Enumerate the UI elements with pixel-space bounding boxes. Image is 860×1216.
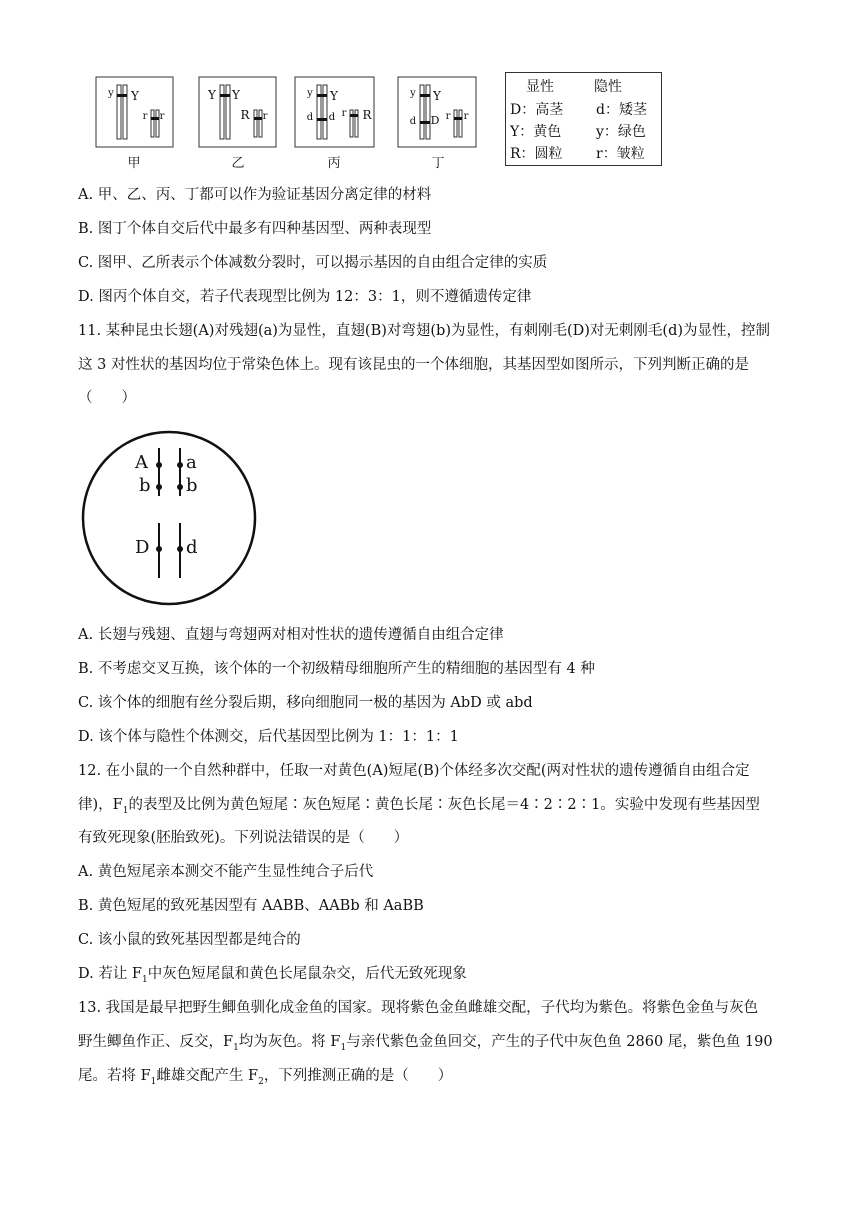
gene-label: r (159, 111, 165, 122)
q12-stem-line: 12. 在小鼠的一个自然种群中，任取一对黄色(A)短尾(B)个体经多次交配(两对性状的遗传遵循自由组合定 (78, 763, 750, 779)
chromosome-figure (0, 0, 860, 175)
gene-label: r (463, 111, 469, 122)
gene-label: Y (232, 88, 240, 102)
gene-label: R (362, 108, 372, 122)
gene-label: R (240, 108, 250, 122)
legend-row-dom: D：高茎 (510, 102, 564, 118)
cell-diagram (80, 430, 260, 608)
q12-stem-line: 有致死现象(胚胎致死)。下列说法错误的是（ ） (78, 830, 409, 846)
gene-label: y (410, 88, 416, 99)
q11-option-b: B. 不考虑交叉互换，该个体的一个初级精母细胞所产生的精细胞的基因型有 4 种 (78, 661, 595, 677)
gene-label: d (328, 112, 336, 123)
gene-label: Y (208, 88, 216, 102)
q12-stem-line: 律)，$F_1$的表型及比例为黄色短尾∶灰色短尾∶黄色长尾∶灰色长尾＝4∶2∶2∶1。实验中发现有些基因型 (78, 797, 760, 816)
gene-label: d (306, 112, 314, 123)
q12-option-b: B. 黄色短尾的致死基因型有 AABB、AABb 和 AaBB (78, 898, 424, 914)
chromosome-panels-svg (0, 0, 860, 175)
panel-caption: 乙 (231, 156, 245, 171)
gene-label: a (186, 452, 197, 473)
cell-membrane (83, 432, 255, 604)
q11-option-a: A. 长翅与残翅、直翅与弯翅两对相对性状的遗传遵循自由组合定律 (78, 627, 504, 643)
gene-legend-table (505, 72, 662, 166)
panel-caption: 甲 (127, 156, 141, 171)
gene-label: y (108, 88, 114, 99)
gene-label: r (262, 111, 268, 122)
q11-stem-line: 11. 某种昆虫长翅(A)对残翅(a)为显性，直翅(B)对弯翅(b)为显性，有刺刚毛(D)对无刺刚毛(d)为显性，控制 (78, 323, 771, 339)
gene-label: d (409, 116, 417, 127)
gene-label: Y (330, 89, 338, 103)
gene-label: b (186, 475, 198, 496)
gene-label: y (307, 88, 313, 99)
legend-row-rec: r：皱粒 (596, 146, 645, 162)
q11-option-d: D. 该个体与隐性个体测交，后代基因型比例为 1：1：1：1 (78, 729, 459, 745)
q13-stem-line: 尾。若将 $F_1$雌雄交配产生 $F_2$，下列推测正确的是（ ） (78, 1068, 453, 1087)
cell-diagram-svg (80, 430, 260, 608)
gene-label: r (341, 108, 347, 119)
legend-row-dom: R：圆粒 (510, 146, 563, 162)
q12-option-a: A. 黄色短尾亲本测交不能产生显性纯合子后代 (78, 864, 374, 880)
gene-label: b (139, 475, 151, 496)
gene-label: Y (131, 89, 139, 103)
q11-option-c: C. 该个体的细胞有丝分裂后期，移向细胞同一极的基因为 AbD 或 abd (78, 695, 533, 711)
q12-option-c: C. 该小鼠的致死基因型都是纯合的 (78, 932, 301, 948)
q13-stem-line: 13. 我国是最早把野生鲫鱼驯化成金鱼的国家。现将紫色金鱼雌雄交配，子代均为紫色。将紫色金鱼与灰色 (78, 1000, 759, 1016)
legend-header-dominant: 显性 (526, 79, 554, 95)
legend-row-rec: y：绿色 (596, 124, 646, 140)
panel-caption: 丙 (327, 156, 341, 171)
gene-label: r (445, 111, 451, 122)
q13-stem-line: 野生鲫鱼作正、反交，$F_1$均为灰色。将 $F_1$与亲代紫色金鱼回交，产生的子代中灰色鱼 2860 尾，紫色鱼 190 (78, 1034, 773, 1053)
gene-label: A (135, 452, 148, 473)
q11-stem-line: 这 3 对性状的基因均位于常染色体上。现有该昆虫的一个体细胞，其基因型如图所示，下列判断正确的是 (78, 357, 749, 373)
q10-option-a: A. 甲、乙、丙、丁都可以作为验证基因分离定律的材料 (78, 187, 432, 203)
gene-label: D (135, 537, 150, 558)
q10-option-c: C. 图甲、乙所表示个体减数分裂时，可以揭示基因的自由组合定律的实质 (78, 255, 548, 271)
q10-option-d: D. 图丙个体自交，若子代表现型比例为 12：3：1，则不遵循遗传定律 (78, 289, 532, 305)
panel-caption: 丁 (431, 156, 445, 171)
gene-label: Y (433, 89, 441, 103)
q12-option-d: D. 若让 $F_1$中灰色短尾鼠和黄色长尾鼠杂交，后代无致死现象 (78, 966, 467, 985)
legend-header-recessive: 隐性 (594, 79, 622, 95)
q10-option-b: B. 图丁个体自交后代中最多有四种基因型、两种表现型 (78, 221, 432, 237)
legend-row-dom: Y：黄色 (510, 124, 562, 140)
gene-label: d (186, 537, 198, 558)
q11-stem-line: （ ） (78, 390, 136, 406)
gene-label: r (142, 111, 148, 122)
gene-label: D (430, 114, 440, 127)
legend-row-rec: d：矮茎 (596, 102, 647, 118)
